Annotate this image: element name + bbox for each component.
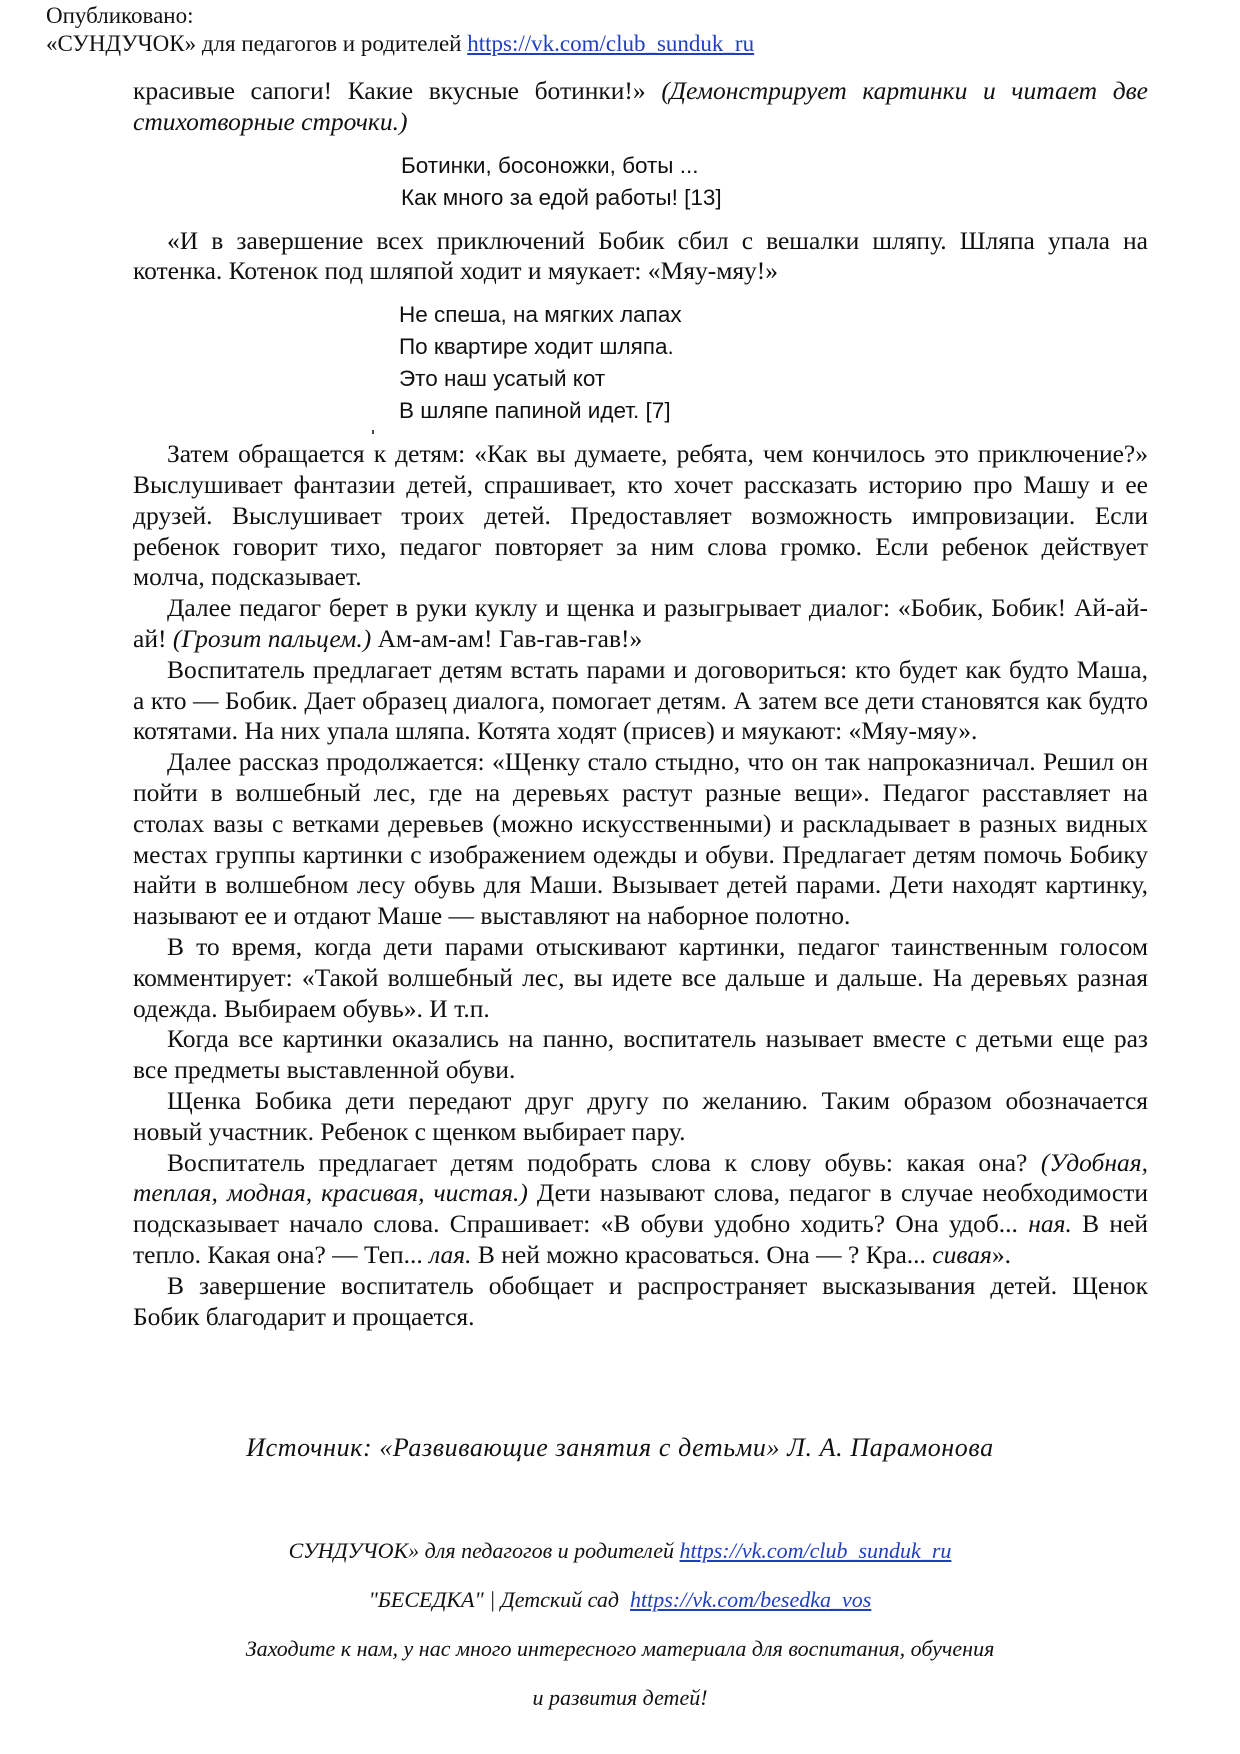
publisher-link[interactable]: https://vk.com/club_sunduk_ru [467, 31, 755, 56]
paragraph-10-text-d: В ней можно красоваться. Она — ? Кра... [477, 1239, 926, 1269]
paragraph-10 [133, 1148, 1148, 1271]
poem-line: По квартире ходит шляпа. [399, 334, 674, 360]
paragraph-4 [133, 593, 1148, 655]
publication-header [46, 2, 754, 58]
poem-line: В шляпе папиной идет. [7] [399, 398, 671, 424]
footer-besedka [0, 1587, 1240, 1613]
source-label: Источник: «Развивающие занятия с детьми» [246, 1433, 781, 1462]
paragraph-1-text: красивые сапоги! Какие вкусные ботинки!» [133, 76, 646, 105]
paragraph-10-text-b: Дети называют слова, педагог в случае необходимости подсказывает начало слова. Спрашивает: «В обуви удобно ходить? Она удоб... [133, 1178, 1148, 1239]
footer-besedka-text: "БЕСЕДКА" | Детский сад [368, 1587, 620, 1612]
paragraph-10-text-c: В ней тепло. Какая она? — Теп... [133, 1209, 1148, 1269]
paragraph-4-text-a: Далее педагог берет в руки куклу и щенка и разыгрывает диалог: «Бобик, Бобик! Ай-ай-ай! [133, 593, 1148, 653]
published-label: Опубликовано: [46, 3, 194, 28]
paragraph-2: «И в завершение всех приключений Бобик сбил с вешалки шляпу. Шляпа упала на котенка. Котенок под шляпой ходит и мяукает: «Мяу-мяу!» [133, 225, 1148, 286]
poem-hat [133, 299, 1148, 427]
paragraph-10-text-e: ». [991, 1239, 1011, 1269]
footer-invite-end: и развития детей! [532, 1685, 708, 1710]
footer-sunduk [0, 1538, 1240, 1564]
poem-line: Как много за едой работы! [13] [401, 184, 722, 210]
paragraph-10-text-a: Воспитатель предлагает детям подобрать слова к слову обувь: какая она? [167, 1147, 1028, 1177]
word-ending-1: ная. [1028, 1209, 1072, 1239]
word-ending-3: сивая [932, 1239, 992, 1269]
paragraph-7: В то время, когда дети парами отыскивают картинки, педагог таинственным голосом комментирует: «Такой волшебный лес, вы идете все дальше и дальше. На деревьях разная одежда. Выбираем обувь». И т.п. [133, 931, 1148, 1023]
paragraph-8: Когда все картинки оказались на панно, воспитатель называет вместе с детьми еще раз все предметы выставленной обуви. [133, 1024, 1148, 1085]
source-citation [0, 1433, 1240, 1463]
stage-direction-2: (Грозит пальцем.) [172, 623, 372, 653]
word-ending-2: лая. [429, 1239, 472, 1269]
paragraph-3: Затем обращается к детям: «Как вы думаете, ребята, чем кончилось это приключение?» Выслушивает фантазии детей, спрашивает, кто хочет рассказать историю про Машу и ее друзей. Выслушивает троих детей. Предоставляет возможность импровизации. Если ребенок говорит тихо, педагог повторяет за ним слова громко. Если ребенок действует молча, подсказывает. [133, 439, 1148, 592]
paragraph-5: Воспитатель предлагает детям встать парами и договориться: кто будет как будто Маша, а кто — Бобик. Дает образец диалога, помогает детям. А затем все дети становятся как будто котятами. На них упала шляпа. Котята ходят (присев) и мяукают: «Мяу-мяу». [133, 654, 1148, 746]
stage-direction-1: (Демонстрирует картинки и читает две стихотворные строчки.) [133, 76, 1149, 136]
footer-sunduk-text: СУНДУЧОК» для педагогов и родителей [288, 1538, 674, 1563]
paragraph-9: Щенка Бобика дети передают друг другу по желанию. Таким образом обозначается новый участник. Ребенок с щенком выбирает пару. [133, 1085, 1148, 1146]
publisher-name: «СУНДУЧОК» для педагогов и родителей [46, 31, 462, 56]
footer-invite: Заходите к нам, у нас много интересного материала для воспитания, обучения [245, 1636, 995, 1661]
publisher-line [46, 30, 754, 58]
paragraph-1 [133, 76, 1148, 138]
poem-line: Ботинки, босоножки, боты ... [401, 152, 699, 178]
footer-besedka-link[interactable]: https://vk.com/besedka_vos [630, 1587, 872, 1612]
paragraph-11: В завершение воспитатель обобщает и распространяет высказывания детей. Щенок Бобик благодарит и прощается. [133, 1270, 1148, 1331]
source-author: Л. А. Парамонова [787, 1433, 994, 1462]
paragraph-6: Далее рассказ продолжается: «Щенку стало стыдно, что он так напроказничал. Решил он пойти в волшебный лес, где на деревьях растут разные вещи». Педагог расставляет на столах вазы с ветками деревьев (можно искусственными) и раскладывает в разных видных местах группы картинки с изображением одежды и обуви. Предлагает детям помочь Бобику найти в волшебном лесу обувь для Маши. Вызывает детей парами. Дети находят картинку, называют ее и отдают Маше — выставляют на наборное полотно. [133, 747, 1148, 931]
poem-line: Это наш усатый кот [399, 366, 606, 392]
poem-shoes [133, 150, 1148, 214]
poem-line: Не спеша, на мягких лапах [399, 302, 682, 328]
answer-words: (Удобная, теплая, модная, красивая, чистая.) [133, 1147, 1149, 1208]
document-body [133, 76, 1148, 1332]
footer-sunduk-link[interactable]: https://vk.com/club_sunduk_ru [679, 1538, 952, 1563]
paragraph-4-text-b: Ам-ам-ам! Гав-гав-гав!» [377, 623, 643, 653]
scan-speck [372, 430, 374, 434]
